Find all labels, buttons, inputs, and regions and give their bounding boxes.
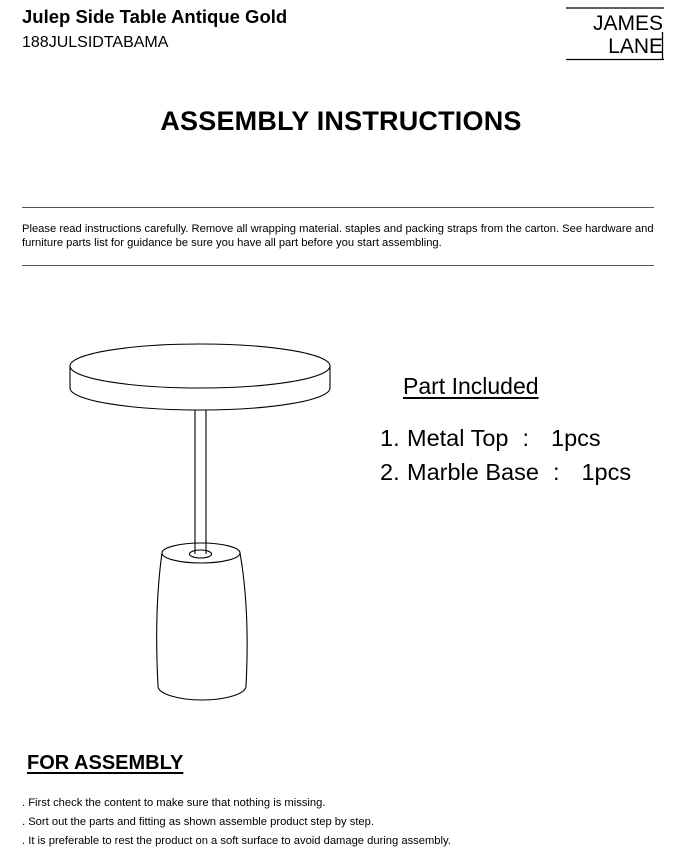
stem-drawing [195, 410, 206, 554]
part-name: Marble Base [407, 459, 539, 485]
part-number: 2. [380, 459, 400, 485]
divider-top [22, 207, 654, 208]
product-sku: 188JULSIDTABAMA [22, 34, 169, 51]
part-quantity: 1pcs [551, 425, 601, 451]
part-item [380, 425, 631, 459]
document-title: ASSEMBLY INSTRUCTIONS [160, 106, 522, 136]
metal-top-drawing [70, 344, 330, 410]
part-name: Metal Top [407, 425, 509, 451]
assembly-step: . Sort out the parts and fitting as shown assemble product step by step. [22, 816, 374, 828]
side-table-illustration [60, 340, 350, 710]
assembly-heading: FOR ASSEMBLY [27, 752, 184, 774]
intro-text: Please read instructions carefully. Remove all wrapping material. staples and packing straps from the carton. See hardware and furniture parts list for guidance be sure you have all part before you start assembling. [22, 223, 654, 249]
part-separator: : [552, 459, 560, 485]
assembly-steps [22, 796, 451, 853]
part-quantity: 1pcs [581, 459, 632, 485]
product-title: Julep Side Table Antique Gold [22, 6, 288, 27]
parts-heading: Part Included [403, 373, 539, 399]
assembly-step: . It is preferable to rest the product on a soft surface to avoid damage during assembly. [22, 835, 451, 847]
marble-base-drawing [157, 540, 247, 700]
divider-bottom [22, 265, 654, 266]
part-separator: : [522, 425, 529, 451]
brand-logo-line1: JAMES [592, 12, 663, 35]
part-number: 1. [380, 425, 400, 451]
parts-list [380, 425, 631, 493]
brand-logo [564, 6, 664, 62]
brand-logo-line2: LANE [608, 35, 663, 58]
part-item [380, 459, 631, 493]
assembly-step: . First check the content to make sure that nothing is missing. [22, 797, 326, 809]
